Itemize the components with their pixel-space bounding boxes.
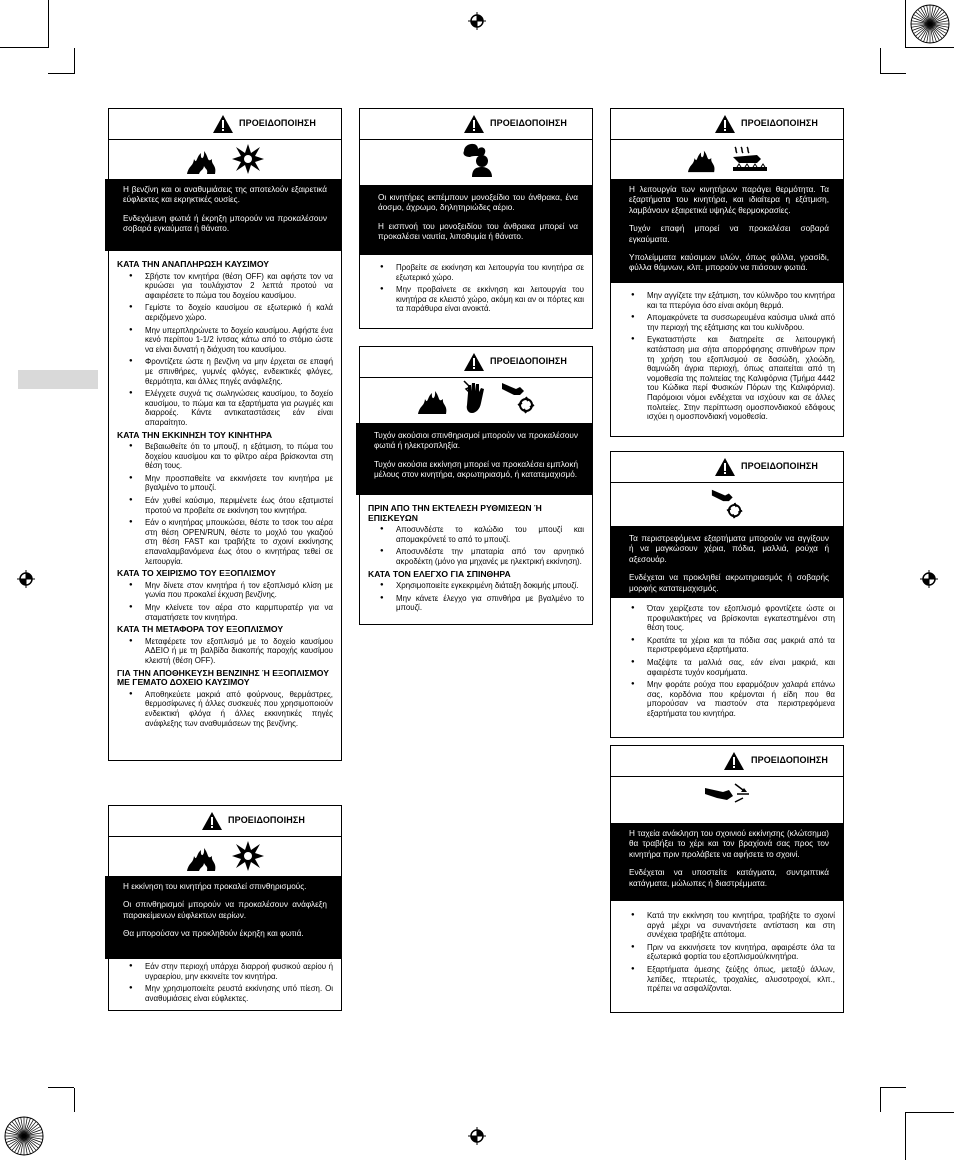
- section-heading: ΚΑΤΑ ΤΗΝ ΑΝΑΠΛΗΡΩΣΗ ΚΑΥΣΙΜΟΥ: [117, 259, 270, 269]
- list-item: ● Μεταφέρετε τον εξοπλισμό με το δοχείο καυσίμου ΑΔΕΙΟ ή με τη βαλβίδα διακοπής παροχής καυσίμου κλειστή (θέση OFF).: [145, 637, 333, 666]
- section-heading: ΚΑΤΑ ΤΟ ΧΕΙΡΙΣΜΟ ΤΟΥ ΕΞΟΠΛΙΣΜΟΥ: [117, 568, 276, 579]
- list-item: ● Μην κάνετε έλεγχο για σπινθήρα με βγαλμένο το μπουζί.: [396, 594, 584, 613]
- fire-icon: [416, 385, 450, 415]
- list-item: ● Αποσυνδέστε την μπαταρία από τον αρνητικό ακροδέκτη (μόνο για μηχανές με ηλεκτρική εκκίνηση).: [396, 547, 584, 566]
- hazard-icons: [611, 145, 843, 173]
- color-target-icon: [4, 1116, 44, 1156]
- section-tab: [18, 370, 98, 389]
- hazard-icons: [109, 840, 341, 872]
- explosion-icon: [231, 840, 265, 872]
- color-target-icon: [910, 4, 950, 44]
- hand-entanglement-icon: [500, 379, 536, 415]
- hazard-text: Υπολείμματα καύσιμων υλών, όπως φύλλα, γρασίδι, φύλλα θάμνων, κλπ. μπορούν να πιάσουν φωτιά.: [629, 253, 829, 273]
- warning-box-carbon-monoxide: [359, 108, 593, 329]
- registration-mark-icon: [17, 570, 35, 588]
- hazard-statement: [356, 423, 592, 495]
- recoil-kickback-icon: [703, 780, 751, 806]
- crop-mark: [880, 1088, 881, 1112]
- warning-box-rotating-parts: [610, 451, 844, 738]
- crop-mark: [905, 1112, 954, 1113]
- list-item: ● Φροντίζετε ώστε η βενζίνη να μην έρχεται σε επαφή με σπινθήρες, γυμνές φλόγες, ενδεικτικές φλόγες, θερμότητα, και άλλες πηγές ανάφλεξης.: [145, 357, 333, 386]
- list-item: ● Χρησιμοποιείτε εγκεκριμένη διάταξη δοκιμής μπουζί.: [396, 581, 584, 591]
- warning-header: [109, 806, 341, 837]
- list-item: ● Πριν να εκκινήσετε τον κινητήρα, αφαιρέστε όλα τα εξωτερικά φορτία του εξοπλισμού/κινητήρα.: [647, 943, 835, 962]
- warning-triangle-icon: [201, 811, 223, 831]
- warning-box-accidental-start: [359, 346, 593, 625]
- hazard-statement: [105, 179, 341, 251]
- fire-icon: [685, 145, 719, 173]
- crop-mark: [880, 1087, 906, 1088]
- warning-label: ΠΡΟΕΙΔΟΠΟΙΗΣΗ: [228, 815, 305, 825]
- instructions: [117, 962, 333, 1006]
- explosion-icon: [231, 143, 265, 175]
- warning-label: ΠΡΟΕΙΔΟΠΟΙΗΣΗ: [239, 118, 316, 128]
- section-heading: ΚΑΤΑ ΤΟΝ ΕΛΕΓΧΟ ΓΙΑ ΣΠΙΝΘΗΡΑ: [368, 568, 511, 579]
- list-item: ● Μην χρησιμοποιείτε ρευστά εκκίνησης υπό πίεση. Οι αναθυμιάσεις είναι εύφλεκτες.: [145, 984, 333, 1003]
- crop-mark: [905, 47, 954, 48]
- warning-label: ΠΡΟΕΙΔΟΠΟΙΗΣΗ: [490, 118, 567, 128]
- list-item: ● Μην φοράτε ρούχα που εφαρμόζουν χαλαρά επάνω σας, κορδόνια που κρέμονται ή είδη που θα μπορούσαν να πιαστούν στα περιστρεφόμενα εξαρτήματα του κινητήρα.: [647, 680, 835, 718]
- crop-mark: [905, 0, 906, 48]
- list-item: ● Εξαρτήματα άμεσης ζεύξης όπως, μεταξύ άλλων, λεπίδες, πτερωτές, τροχαλίες, αλυσοτροχοί, κλπ., πρέπει να ασφαλίζονται.: [647, 965, 835, 994]
- registration-mark-icon: [468, 1127, 486, 1145]
- hazard-text: Ενδεχόμενη φωτιά ή έκρηξη μπορούν να προκαλέσουν σοβαρά εγκαύματα ή θάνατο.: [123, 213, 327, 234]
- list-item: ● Γεμίστε το δοχείο καυσίμου σε εξωτερικό ή καλά αεριζόμενο χώρο.: [145, 303, 333, 322]
- list-item: ● Μην προβαίνετε σε εκκίνηση και λειτουργία του κινητήρα σε κλειστό χώρο, ακόμη και αν οι πόρτες και τα παράθυρα είναι ανοικτά.: [396, 285, 584, 314]
- section-heading: ΚΑΤΑ ΤΗΝ ΕΚΚΙΝΗΣΗ ΤΟΥ ΚΙΝΗΤΗΡΑ: [117, 429, 273, 440]
- list-item: ● Μην υπερπληρώνετε το δοχείο καυσίμου. Αφήστε ένα κενό περίπου 1-1/2 ίντσας κάτω από το στόμιο ώστε να είναι δυνατή η διάχυση του καυσίμου.: [145, 326, 333, 355]
- hazard-text: Οι κινητήρες εκπέμπουν μονοξείδιο του άνθρακα, ένα άοσμο, άχρωμο, δηλητηριώδες αέριο.: [378, 193, 578, 213]
- hazard-text: Η ταχεία ανάκληση του σχοινιού εκκίνησης (κλώτσημα) θα τραβήξει το χέρι και τον βραχίονά σας προς τον κινητήρα πριν προλάβετε να αφήσετε το σχοινί.: [629, 829, 829, 859]
- hazard-icons: [360, 379, 592, 415]
- hazard-text: Ενδέχεται να προκληθεί ακρωτηριασμός ή σοβαρής μορφής κατατεμαχισμός.: [629, 573, 829, 593]
- electric-shock-icon: [462, 379, 488, 415]
- crop-mark: [48, 1087, 74, 1088]
- warning-header: [611, 746, 843, 777]
- warning-triangle-icon: [714, 114, 736, 134]
- warning-triangle-icon: [463, 352, 485, 372]
- warning-triangle-icon: [463, 114, 485, 134]
- hazard-statement: [611, 823, 843, 901]
- list-item: ● Όταν χειρίζεστε τον εξοπλισμό φροντίζετε ώστε οι προφυλακτήρες να βρίσκονται εγκατεστημένοι στη θέση τους.: [647, 604, 835, 633]
- toxic-fumes-icon: [456, 141, 496, 177]
- section-heading: ΠΡΙΝ ΑΠΟ ΤΗΝ ΕΚΤΕΛΕΣΗ ΡΥΘΜΙΣΕΩΝ Ή ΕΠΙΣΚΕΥΩΝ: [368, 503, 542, 523]
- warning-box-recoil: [610, 745, 844, 1013]
- registration-mark-icon: [468, 12, 486, 30]
- list-item: ● Βεβαιωθείτε ότι το μπουζί, η εξάτμιση, το πώμα του δοχείου καυσίμου και το φίλτρο αέρα βρίσκονται στη θέση τους.: [145, 442, 333, 471]
- list-item: ● Αποσυνδέστε το καλώδιο του μπουζί και απομακρύνετέ το από το μπουζί.: [396, 525, 584, 544]
- warning-header: [360, 347, 592, 378]
- section-heading: ΚΑΤΑ ΤΗ ΜΕΤΑΦΟΡΑ ΤΟΥ ΕΞΟΠΛΙΣΜΟΥ: [117, 624, 284, 635]
- list-item: ● Προβείτε σε εκκίνηση και λειτουργία του κινητήρα σε εξωτερικό χώρο.: [396, 263, 584, 282]
- rotating-parts-icon: [709, 486, 745, 520]
- crop-mark: [74, 1088, 75, 1112]
- hazard-text: Η βενζίνη και οι αναθυμιάσεις της αποτελούν εξαιρετικά εύφλεκτες και εκρηκτικές ουσίες.: [123, 185, 327, 205]
- warning-label: ΠΡΟΕΙΔΟΠΟΙΗΣΗ: [741, 118, 818, 128]
- list-item: ● Μην κλείνετε τον αέρα στο καρμπυρατέρ για να σταματήσετε τον κινητήρα.: [145, 603, 333, 622]
- warning-box-fuel: [108, 108, 342, 761]
- hazard-statement: [611, 526, 843, 598]
- instructions: [619, 911, 835, 997]
- warning-box-heat: [610, 108, 844, 437]
- warning-triangle-icon: [723, 751, 745, 771]
- hazard-icons: [109, 143, 341, 175]
- hazard-text: Τα περιστρεφόμενα εξαρτήματα μπορούν να αγγίξουν ή να μαγκώσουν χέρια, πόδια, μαλλιά, ρούχα ή αξεσουάρ.: [629, 534, 829, 564]
- list-item: ● Ελέγχετε συχνά τις σωληνώσεις καυσίμου, το δοχείο καυσίμου, το πώμα και τα εξαρτήματα για ρωγμές και διαρροές. Κάντε αντικαταστάσεις εάν είναι απαραίτητο.: [145, 389, 333, 427]
- instructions: [619, 604, 835, 722]
- list-item: ● Εάν στην περιοχή υπάρχει διαρροή φυσικού αερίου ή υγραερίου, μην εκκινείτε τον κινητήρα.: [145, 962, 333, 981]
- instructions: [619, 291, 835, 425]
- hazard-text: Η λειτουργία των κινητήρων παράγει θερμότητα. Τα εξαρτήματα του κινητήρα, και ιδιαίτερα η εξάτμιση, λαμβάνουν εξαιρετικά υψηλές θερμοκρασίες.: [629, 185, 829, 215]
- hazard-icons: [611, 486, 843, 520]
- warning-header: [360, 109, 592, 140]
- hazard-text: Τυχόν ακούσιοι σπινθηρισμοί μπορούν να προκαλέσουν φωτιά ή ηλεκτροπληξία.: [374, 431, 578, 451]
- list-item: ● Κατά την εκκίνηση του κινητήρα, τραβήξτε το σχοινί αργά μέχρι να συναντήσετε αντίσταση και στη συνέχεια τραβήξτε απότομα.: [647, 911, 835, 940]
- fire-icon: [185, 842, 219, 872]
- hazard-icons: [360, 141, 592, 177]
- warning-label: ΠΡΟΕΙΔΟΠΟΙΗΣΗ: [490, 356, 567, 366]
- registration-mark-icon: [920, 570, 938, 588]
- instructions: [368, 263, 584, 317]
- warning-header: [611, 452, 843, 483]
- list-item: ● Εάν χυθεί καύσιμο, περιμένετε έως ότου εξατμιστεί προτού να προβείτε σε εκκίνηση του κινητήρα.: [145, 496, 333, 515]
- list-item: ● Μην αγγίζετε την εξάτμιση, τον κύλινδρο του κινητήρα και τα πτερύγια όσο είναι ακόμη θερμά.: [647, 291, 835, 310]
- crop-mark: [880, 48, 881, 74]
- hazard-text: Η εισπνοή του μονοξειδίου του άνθρακα μπορεί να προκαλέσει ναυτία, λιποθυμία ή θάνατο.: [378, 221, 578, 242]
- warning-triangle-icon: [714, 457, 736, 477]
- crop-mark: [905, 1112, 906, 1160]
- hazard-statement: [611, 179, 843, 283]
- list-item: ● Κρατάτε τα χέρια και τα πόδια σας μακριά από τα περιστρεφόμενα εξαρτήματα.: [647, 636, 835, 655]
- hazard-statement: [105, 876, 341, 959]
- warning-label: ΠΡΟΕΙΔΟΠΟΙΗΣΗ: [741, 461, 818, 471]
- list-item: ● Σβήστε τον κινητήρα (θέση OFF) και αφήστε τον να κρυώσει για τουλάχιστον 2 λεπτά προτού να αφαιρέσετε το πώμα του δοχείου καυσίμου.: [145, 272, 333, 301]
- hazard-text: Τυχόν ακούσια εκκίνηση μπορεί να προκαλέσει εμπλοκή μέλους στον κινητήρα, ακρωτηριασμό, ή κατατεμαχισμό.: [374, 459, 578, 480]
- list-item: ● Εάν ο κινητήρας μπουκώσει, θέστε το τσοκ του αέρα στη θέση OPEN/RUN, θέστε το μοχλό του γκαζιού στη θέση FAST και τραβήξτε το σχοινί εκκίνησης επαναλαμβανόμενα έως ότου ο κινητήρας τεθεί σε λειτουργία.: [145, 518, 333, 566]
- list-item: ● Απομακρύνετε τα συσσωρευμένα καύσιμα υλικά από την περιοχή της εξάτμισης και του κυλίνδρου.: [647, 313, 835, 332]
- list-item: ● Μαζέψτε τα μαλλιά σας, εάν είναι μακριά, και αφαιρέστε τυχόν κοσμήματα.: [647, 658, 835, 677]
- hazard-text: Θα μπορούσαν να προκληθούν έκρηξη και φωτιά.: [123, 929, 304, 939]
- list-item: ● Αποθηκεύετε μακριά από φούρνους, θερμάστρες, θερμοσίφωνες ή άλλες συσκευές που χρησιμοποιούν ενδεικτική φλόγα ή άλλες εκκινητικές πηγές ανάφλεξης των αναθυμιάσεων της βενζίνης.: [145, 690, 333, 728]
- warning-header: [611, 109, 843, 140]
- hazard-statement: [360, 185, 592, 255]
- hazard-text: Η εκκίνηση του κινητήρα προκαλεί σπινθηρισμούς.: [123, 882, 307, 891]
- hazard-icons: [611, 780, 843, 806]
- crop-mark: [0, 47, 48, 48]
- hazard-text: Οι σπινθηρισμοί μπορούν να προκαλέσουν ανάφλεξη παρακείμενων εύφλεκτων αερίων.: [123, 900, 327, 920]
- section-heading: ΓΙΑ ΤΗΝ ΑΠΟΘΗΚΕΥΣΗ ΒΕΝΖΙΝΗΣ Ή ΕΞΟΠΛΙΣΜΟΥ ΜΕ ΓΕΜΑΤΟ ΔΟΧΕΙΟ ΚΑΥΣΙΜΟΥ: [117, 667, 329, 688]
- warning-label: ΠΡΟΕΙΔΟΠΟΙΗΣΗ: [751, 755, 828, 765]
- crop-mark: [880, 73, 906, 74]
- crop-mark: [48, 73, 74, 74]
- hazard-text: Τυχόν επαφή μπορεί να προκαλέσει σοβαρά εγκαύματα.: [629, 224, 829, 244]
- crop-mark: [74, 48, 75, 74]
- instructions: [368, 501, 584, 616]
- hazard-text: Ενδέχεται να υποστείτε κατάγματα, συντριπτικά κατάγματα, μώλωπες ή διαστρέμματα.: [629, 868, 829, 888]
- list-item: ● Εγκαταστήστε και διατηρείτε σε λειτουργική κατάσταση μια σήτα απορρόφησης σπινθήρων πριν τη χρήση του εξοπλισμού σε δασώδη, χλοώδη, θαμνώδη άγρια περιοχή, όπως απαιτείται από τη νομοθεσία της πολιτείας της Καλιφόρνια (Τμήμα 4442 του Κώδικα περί Φυσικών Πόρων της Καλιφόρνια). Παρόμοιοι νόμοι ενδέχεται να ισχύουν και σε άλλες πολιτείες. Στην περίπτωση ομοσπονδιακού εδάφους ισχύει η ομοσπονδιακή νομοθεσία.: [647, 335, 835, 421]
- warning-triangle-icon: [212, 114, 234, 134]
- crop-mark: [48, 0, 49, 48]
- instructions: [117, 257, 333, 731]
- fire-icon: [185, 145, 219, 175]
- warning-box-spark: [108, 805, 342, 1011]
- warning-header: [109, 109, 341, 140]
- list-item: ● Μην δίνετε στον κινητήρα ή τον εξοπλισμό κλίση με γωνία που προκαλεί έκχυση βενζίνης.: [145, 581, 333, 600]
- list-item: ● Μην προσπαθείτε να εκκινήσετε τον κινητήρα με βγαλμένο το μπουζί.: [145, 474, 333, 493]
- hot-surface-icon: [731, 145, 769, 173]
